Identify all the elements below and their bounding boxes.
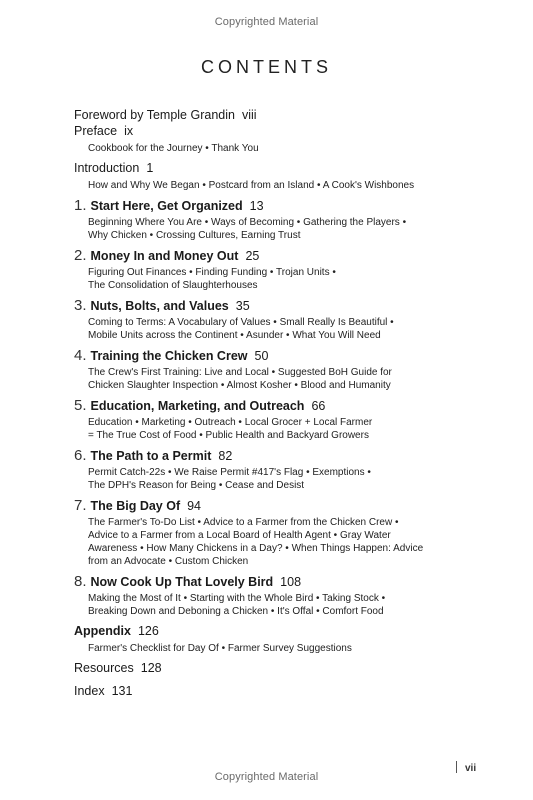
toc-page-number: 1 [146,161,154,175]
toc-page-number: 66 [311,399,326,413]
toc-description: Education • Marketing • Outreach • Local Grocer + Local Farmer = The True Cost of Food • Public Health and Backyard Growers [88,417,373,441]
chapter-number: 3. [74,297,87,314]
toc-description: Figuring Out Finances • Finding Funding • Trojan Units • The Consolidation of Slaughterhouses [88,267,336,291]
chapter-heading: 3. Nuts, Bolts, and Values 35 [74,297,250,314]
chapter-number: 1. [74,197,87,214]
toc-entry-chapter-3[interactable] [74,298,474,342]
toc-page-number: 128 [140,661,162,675]
toc-entry-chapter-8[interactable] [74,574,474,618]
toc-heading: Introduction 1 [74,161,154,175]
page-title: CONTENTS [201,57,332,77]
toc-entry-chapter-5[interactable] [74,398,474,442]
toc-description: Farmer's Checklist for Day Of • Farmer Survey Suggestions [88,643,352,654]
toc-page-number: ix [124,124,134,138]
toc-entry-preface[interactable] [74,124,474,155]
toc-description: Making the Most of It • Starting with the Whole Bird • Taking Stock • Breaking Down and Deboning a Chicken • It's Offal • Comfort Food [88,593,386,617]
toc-heading: Index 131 [74,684,133,698]
chapter-heading: 4. Training the Chicken Crew 50 [74,347,269,364]
toc-page-number: 94 [187,499,202,513]
toc-page-number: 126 [137,624,159,638]
chapter-number: 5. [74,397,87,414]
toc-page-number: 82 [218,449,233,463]
chapter-heading: 2. Money In and Money Out 25 [74,247,260,264]
chapter-heading: 5. Education, Marketing, and Outreach 66 [74,397,326,414]
toc-description: How and Why We Began • Postcard from an Island • A Cook's Wishbones [88,180,415,191]
copyright-watermark-bottom: Copyrighted Material [214,771,319,783]
toc-entry-resources[interactable] [74,661,474,676]
toc-page-number: 131 [111,684,133,698]
chapter-number: 4. [74,347,87,364]
toc-entry-foreword[interactable] [74,108,474,123]
toc-entry-chapter-6[interactable] [74,448,474,492]
toc-entry-chapter-4[interactable] [74,348,474,392]
toc-description: Beginning Where You Are • Ways of Becoming • Gathering the Players • Why Chicken • Crossing Cultures, Earning Trust [88,217,407,241]
chapter-heading: 1. Start Here, Get Organized 13 [74,197,264,214]
copyright-watermark-top: Copyrighted Material [214,16,319,28]
toc-entry-chapter-2[interactable] [74,248,474,292]
folio-page-number: vii [456,761,476,774]
toc-page-number: 50 [254,349,269,363]
toc-heading: Appendix 126 [74,624,159,638]
chapter-number: 8. [74,573,87,590]
toc-description: The Farmer's To-Do List • Advice to a Farmer from the Chicken Crew • Advice to a Farmer from a Local Board of Health Agent • Gray Water Awareness • How Many Chickens in a Day? • When Things Happen: Advice from an Advocate • Custom Chicken [88,517,424,567]
toc-page-number: 13 [249,199,264,213]
toc-description: Cookbook for the Journey • Thank You [88,143,259,154]
toc-heading: Foreword by Temple Grandin viii [74,108,257,122]
toc-page-number: 25 [245,249,260,263]
toc-entry-index[interactable] [74,684,474,699]
toc-entry-chapter-7[interactable] [74,498,474,568]
toc-entry-introduction[interactable] [74,161,474,192]
chapter-number: 6. [74,447,87,464]
chapter-number: 7. [74,497,87,514]
toc-entry-chapter-1[interactable] [74,198,474,242]
toc-page-number: 35 [235,299,250,313]
chapter-heading: 6. The Path to a Permit 82 [74,447,233,464]
toc-page-number: 108 [280,575,302,589]
table-of-contents [74,108,474,699]
toc-description: Permit Catch-22s • We Raise Permit #417's Flag • Exemptions • The DPH's Reason for Being • Cease and Desist [88,467,371,491]
toc-description: The Crew's First Training: Live and Local • Suggested BoH Guide for Chicken Slaughter Inspection • Almost Kosher • Blood and Humanity [88,367,392,391]
toc-heading: Resources 128 [74,661,162,675]
toc-page-number: viii [241,108,257,122]
toc-description: Coming to Terms: A Vocabulary of Values • Small Really Is Beautiful • Mobile Units across the Continent • Asunder • What You Will Need [88,317,394,341]
chapter-heading: 8. Now Cook Up That Lovely Bird 108 [74,573,302,590]
toc-entry-appendix[interactable] [74,624,474,655]
toc-heading: Preface ix [74,124,134,138]
chapter-heading: 7. The Big Day Of 94 [74,497,202,514]
chapter-number: 2. [74,247,87,264]
